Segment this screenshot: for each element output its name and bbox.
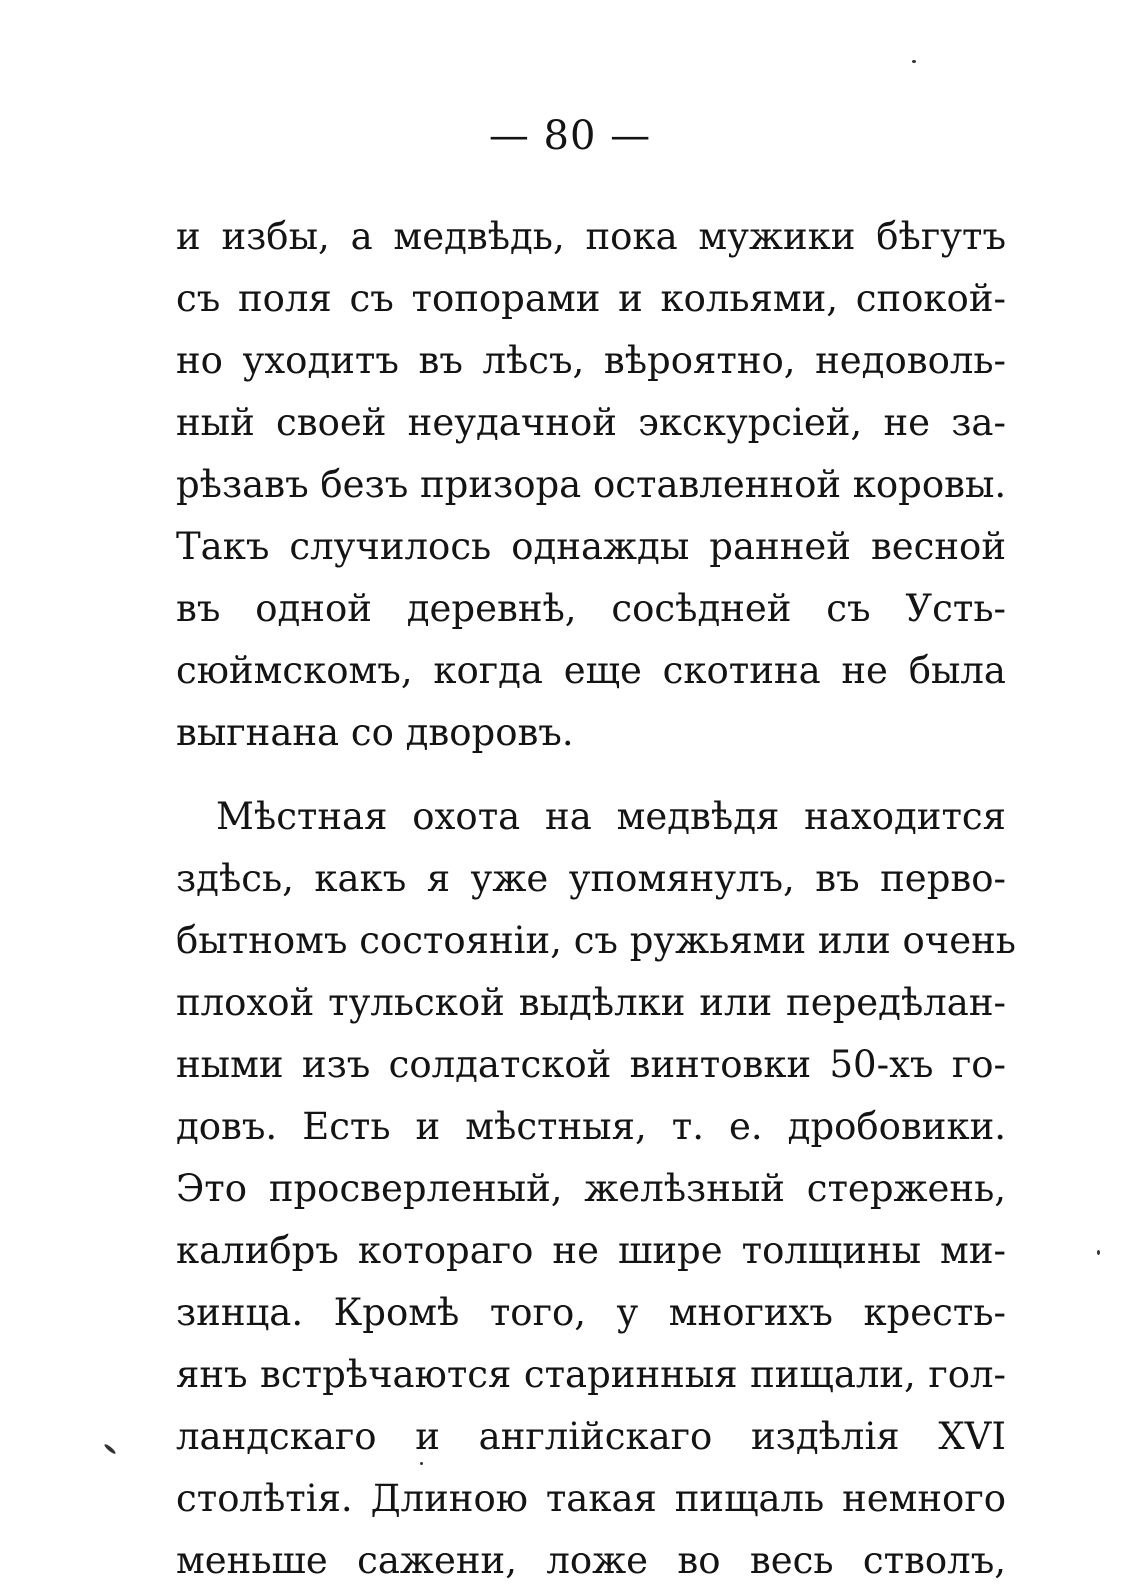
text-line: въ одной деревнѣ, сосѣдней съ Усть- [176, 587, 1006, 630]
text-line: выгнана со дворовъ. [176, 711, 574, 754]
text-line: и избы, а медвѣдь, пока мужики бѣгутъ [176, 215, 1006, 258]
text-line: съ поля съ топорами и кольями, спокой- [176, 277, 1006, 320]
print-speck [1097, 1250, 1100, 1255]
text-line: янъ встрѣчаются старинныя пищали, гол- [176, 1353, 1006, 1396]
text-line: ный своей неудачной экскурсіей, не за- [176, 401, 1006, 444]
text-line: но уходитъ въ лѣсъ, вѣроятно, недоволь- [176, 339, 1006, 382]
page-number: — 80 — [488, 113, 652, 159]
text-line: Такъ случилось однажды ранней весной [176, 525, 1006, 568]
text-line: Это просверленый, желѣзный стержень, [176, 1167, 1006, 1210]
text-line: ными изъ солдатской винтовки 50-хъ го- [176, 1043, 1006, 1086]
text-line: меньше сажени, ложе во весь стволъ, [176, 1539, 1006, 1582]
text-line: ландскаго и англійскаго издѣлія XVI [176, 1415, 1006, 1458]
text-line: сюймскомъ, когда еще скотина не была [176, 649, 1006, 692]
text-line: бытномъ состояніи, съ ружьями или очень [176, 919, 1016, 962]
print-speck [912, 60, 916, 63]
text-line: калибръ котораго не шире толщины ми- [176, 1229, 1006, 1272]
text-line: рѣзавъ безъ призора оставленной коровы. [176, 463, 1007, 506]
text-line: Мѣстная охота на медвѣдя находится [216, 795, 1006, 838]
text-line: довъ. Есть и мѣстныя, т. е. дробовики. [176, 1105, 1006, 1148]
print-speck [420, 1462, 423, 1465]
paragraph [176, 786, 1016, 1592]
text-line: столѣтія. Длиною такая пищаль немного [176, 1477, 1006, 1520]
body-text [176, 206, 1016, 1592]
text-line: здѣсь, какъ я уже упомянулъ, въ перво- [176, 857, 1006, 900]
paragraph [176, 206, 1006, 764]
paragraph-gap [176, 764, 1006, 786]
text-line: зинца. Кромѣ того, у многихъ кресть- [176, 1291, 1006, 1334]
text-line: плохой тульской выдѣлки или передѣлан- [176, 981, 1006, 1024]
print-speck [103, 1443, 116, 1455]
